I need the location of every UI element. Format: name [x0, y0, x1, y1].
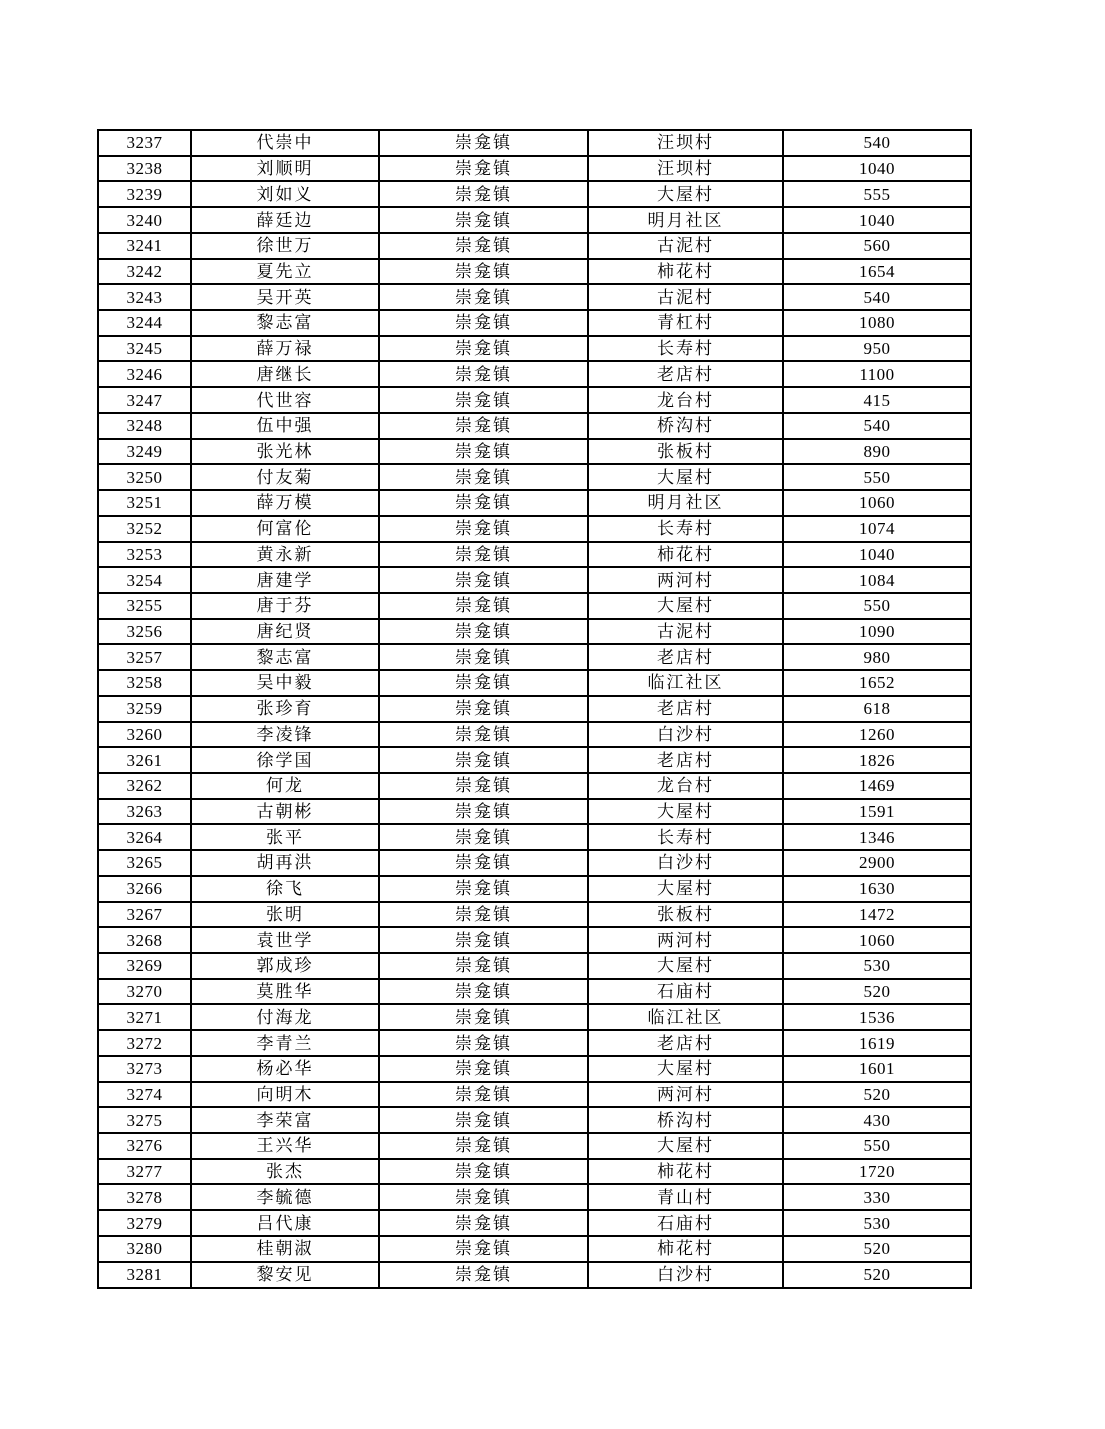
cell-name: 郭成珍 — [191, 953, 379, 979]
cell-village: 大屋村 — [588, 593, 783, 619]
cell-town: 崇龛镇 — [379, 516, 588, 542]
cell-village: 柿花村 — [588, 1159, 783, 1185]
cell-town: 崇龛镇 — [379, 439, 588, 465]
cell-amount: 1090 — [783, 619, 971, 645]
cell-serial: 3238 — [98, 156, 191, 182]
cell-amount: 1652 — [783, 670, 971, 696]
cell-name: 桂朝淑 — [191, 1236, 379, 1262]
cell-town: 崇龛镇 — [379, 1159, 588, 1185]
cell-name: 黎志富 — [191, 310, 379, 336]
table-body — [98, 130, 971, 1288]
cell-name: 张珍育 — [191, 696, 379, 722]
cell-village: 桥沟村 — [588, 413, 783, 439]
cell-village: 临江社区 — [588, 1004, 783, 1030]
cell-serial: 3246 — [98, 361, 191, 387]
cell-serial: 3258 — [98, 670, 191, 696]
cell-amount: 1591 — [783, 799, 971, 825]
cell-name: 薛万模 — [191, 490, 379, 516]
cell-name: 吕代康 — [191, 1210, 379, 1236]
cell-name: 徐飞 — [191, 876, 379, 902]
cell-town: 崇龛镇 — [379, 670, 588, 696]
cell-village: 柿花村 — [588, 259, 783, 285]
cell-serial: 3271 — [98, 1004, 191, 1030]
cell-village: 老店村 — [588, 747, 783, 773]
cell-name: 薛廷边 — [191, 207, 379, 233]
table-row — [98, 1184, 971, 1210]
cell-town: 崇龛镇 — [379, 850, 588, 876]
cell-name: 徐世万 — [191, 233, 379, 259]
cell-serial: 3263 — [98, 799, 191, 825]
cell-name: 唐于芬 — [191, 593, 379, 619]
cell-name: 何龙 — [191, 773, 379, 799]
cell-name: 吴中毅 — [191, 670, 379, 696]
cell-serial: 3259 — [98, 696, 191, 722]
cell-town: 崇龛镇 — [379, 1107, 588, 1133]
cell-village: 大屋村 — [588, 1133, 783, 1159]
cell-amount: 520 — [783, 979, 971, 1005]
cell-name: 付海龙 — [191, 1004, 379, 1030]
cell-serial: 3265 — [98, 850, 191, 876]
cell-amount: 1060 — [783, 490, 971, 516]
cell-amount: 1619 — [783, 1030, 971, 1056]
cell-serial: 3253 — [98, 542, 191, 568]
cell-amount: 530 — [783, 1210, 971, 1236]
cell-town: 崇龛镇 — [379, 156, 588, 182]
cell-town: 崇龛镇 — [379, 387, 588, 413]
cell-serial: 3270 — [98, 979, 191, 1005]
cell-amount: 540 — [783, 413, 971, 439]
cell-village: 两河村 — [588, 1082, 783, 1108]
cell-serial: 3279 — [98, 1210, 191, 1236]
cell-name: 唐纪贤 — [191, 619, 379, 645]
cell-name: 徐学国 — [191, 747, 379, 773]
cell-village: 临江社区 — [588, 670, 783, 696]
cell-serial: 3243 — [98, 284, 191, 310]
cell-serial: 3275 — [98, 1107, 191, 1133]
table-row — [98, 181, 971, 207]
cell-serial: 3267 — [98, 902, 191, 928]
cell-amount: 560 — [783, 233, 971, 259]
table-row — [98, 284, 971, 310]
cell-town: 崇龛镇 — [379, 542, 588, 568]
cell-amount: 1601 — [783, 1056, 971, 1082]
table-row — [98, 876, 971, 902]
cell-town: 崇龛镇 — [379, 361, 588, 387]
cell-amount: 1260 — [783, 722, 971, 748]
cell-village: 明月社区 — [588, 490, 783, 516]
cell-village: 古泥村 — [588, 619, 783, 645]
table-row — [98, 1159, 971, 1185]
cell-village: 大屋村 — [588, 876, 783, 902]
cell-serial: 3257 — [98, 644, 191, 670]
cell-serial: 3280 — [98, 1236, 191, 1262]
table-row — [98, 644, 971, 670]
cell-village: 大屋村 — [588, 799, 783, 825]
cell-amount: 1346 — [783, 824, 971, 850]
cell-serial: 3254 — [98, 567, 191, 593]
cell-village: 古泥村 — [588, 233, 783, 259]
cell-amount: 950 — [783, 336, 971, 362]
cell-serial: 3266 — [98, 876, 191, 902]
cell-amount: 555 — [783, 181, 971, 207]
cell-serial: 3237 — [98, 130, 191, 156]
cell-town: 崇龛镇 — [379, 130, 588, 156]
cell-name: 张杰 — [191, 1159, 379, 1185]
cell-amount: 1040 — [783, 542, 971, 568]
roster-table — [97, 129, 972, 1289]
cell-serial: 3276 — [98, 1133, 191, 1159]
cell-village: 老店村 — [588, 644, 783, 670]
cell-name: 李荣富 — [191, 1107, 379, 1133]
cell-town: 崇龛镇 — [379, 1262, 588, 1288]
cell-serial: 3277 — [98, 1159, 191, 1185]
cell-serial: 3260 — [98, 722, 191, 748]
table-row — [98, 1262, 971, 1288]
cell-village: 古泥村 — [588, 284, 783, 310]
table-row — [98, 439, 971, 465]
cell-amount: 1472 — [783, 902, 971, 928]
cell-amount: 1469 — [783, 773, 971, 799]
cell-town: 崇龛镇 — [379, 619, 588, 645]
table-row — [98, 1030, 971, 1056]
cell-village: 两河村 — [588, 927, 783, 953]
cell-name: 李毓德 — [191, 1184, 379, 1210]
cell-serial: 3239 — [98, 181, 191, 207]
cell-town: 崇龛镇 — [379, 233, 588, 259]
cell-name: 杨必华 — [191, 1056, 379, 1082]
table-row — [98, 1210, 971, 1236]
cell-village: 张板村 — [588, 902, 783, 928]
table-row — [98, 747, 971, 773]
cell-amount: 1040 — [783, 207, 971, 233]
cell-serial: 3269 — [98, 953, 191, 979]
cell-town: 崇龛镇 — [379, 773, 588, 799]
table-row — [98, 259, 971, 285]
cell-town: 崇龛镇 — [379, 567, 588, 593]
cell-amount: 550 — [783, 1133, 971, 1159]
cell-town: 崇龛镇 — [379, 1056, 588, 1082]
cell-amount: 1080 — [783, 310, 971, 336]
cell-town: 崇龛镇 — [379, 979, 588, 1005]
cell-serial: 3256 — [98, 619, 191, 645]
cell-village: 老店村 — [588, 1030, 783, 1056]
cell-amount: 890 — [783, 439, 971, 465]
cell-serial: 3281 — [98, 1262, 191, 1288]
cell-amount: 540 — [783, 130, 971, 156]
cell-amount: 1536 — [783, 1004, 971, 1030]
cell-town: 崇龛镇 — [379, 336, 588, 362]
cell-serial: 3273 — [98, 1056, 191, 1082]
cell-amount: 540 — [783, 284, 971, 310]
cell-town: 崇龛镇 — [379, 1236, 588, 1262]
table-row — [98, 413, 971, 439]
cell-village: 大屋村 — [588, 1056, 783, 1082]
cell-name: 夏先立 — [191, 259, 379, 285]
cell-town: 崇龛镇 — [379, 824, 588, 850]
cell-name: 刘顺明 — [191, 156, 379, 182]
cell-serial: 3255 — [98, 593, 191, 619]
cell-name: 唐继长 — [191, 361, 379, 387]
cell-name: 李青兰 — [191, 1030, 379, 1056]
cell-amount: 1060 — [783, 927, 971, 953]
cell-serial: 3264 — [98, 824, 191, 850]
table-row — [98, 130, 971, 156]
cell-village: 明月社区 — [588, 207, 783, 233]
cell-name: 吴开英 — [191, 284, 379, 310]
cell-village: 两河村 — [588, 567, 783, 593]
cell-town: 崇龛镇 — [379, 490, 588, 516]
cell-village: 白沙村 — [588, 722, 783, 748]
table-row — [98, 799, 971, 825]
cell-name: 向明木 — [191, 1082, 379, 1108]
cell-serial: 3250 — [98, 464, 191, 490]
table-row — [98, 1056, 971, 1082]
cell-town: 崇龛镇 — [379, 696, 588, 722]
cell-amount: 618 — [783, 696, 971, 722]
cell-village: 青杠村 — [588, 310, 783, 336]
cell-town: 崇龛镇 — [379, 722, 588, 748]
table-row — [98, 310, 971, 336]
table-row — [98, 670, 971, 696]
cell-serial: 3240 — [98, 207, 191, 233]
cell-village: 大屋村 — [588, 181, 783, 207]
cell-serial: 3252 — [98, 516, 191, 542]
cell-town: 崇龛镇 — [379, 902, 588, 928]
cell-amount: 1720 — [783, 1159, 971, 1185]
cell-amount: 980 — [783, 644, 971, 670]
cell-name: 刘如义 — [191, 181, 379, 207]
cell-amount: 1826 — [783, 747, 971, 773]
cell-serial: 3244 — [98, 310, 191, 336]
cell-name: 古朝彬 — [191, 799, 379, 825]
cell-town: 崇龛镇 — [379, 644, 588, 670]
cell-village: 张板村 — [588, 439, 783, 465]
cell-name: 黄永新 — [191, 542, 379, 568]
cell-serial: 3268 — [98, 927, 191, 953]
cell-name: 黎志富 — [191, 644, 379, 670]
cell-name: 张光林 — [191, 439, 379, 465]
cell-amount: 415 — [783, 387, 971, 413]
cell-amount: 1074 — [783, 516, 971, 542]
table-row — [98, 1107, 971, 1133]
cell-name: 张明 — [191, 902, 379, 928]
cell-amount: 520 — [783, 1262, 971, 1288]
cell-town: 崇龛镇 — [379, 799, 588, 825]
table-row — [98, 387, 971, 413]
cell-village: 石庙村 — [588, 979, 783, 1005]
cell-name: 黎安见 — [191, 1262, 379, 1288]
cell-serial: 3248 — [98, 413, 191, 439]
cell-name: 李凌锋 — [191, 722, 379, 748]
table-row — [98, 1004, 971, 1030]
table-row — [98, 1082, 971, 1108]
table-row — [98, 850, 971, 876]
cell-amount: 330 — [783, 1184, 971, 1210]
cell-name: 胡再洪 — [191, 850, 379, 876]
cell-name: 莫胜华 — [191, 979, 379, 1005]
cell-serial: 3272 — [98, 1030, 191, 1056]
table-row — [98, 233, 971, 259]
cell-serial: 3278 — [98, 1184, 191, 1210]
table-row — [98, 490, 971, 516]
cell-serial: 3274 — [98, 1082, 191, 1108]
cell-name: 伍中强 — [191, 413, 379, 439]
cell-name: 代世容 — [191, 387, 379, 413]
table-row — [98, 902, 971, 928]
cell-serial: 3245 — [98, 336, 191, 362]
cell-amount: 1654 — [783, 259, 971, 285]
cell-town: 崇龛镇 — [379, 259, 588, 285]
cell-village: 桥沟村 — [588, 1107, 783, 1133]
cell-name: 王兴华 — [191, 1133, 379, 1159]
table-row — [98, 516, 971, 542]
cell-village: 大屋村 — [588, 953, 783, 979]
cell-village: 龙台村 — [588, 773, 783, 799]
cell-village: 长寿村 — [588, 824, 783, 850]
cell-name: 代崇中 — [191, 130, 379, 156]
table-row — [98, 696, 971, 722]
cell-serial: 3249 — [98, 439, 191, 465]
cell-serial: 3242 — [98, 259, 191, 285]
cell-village: 柿花村 — [588, 542, 783, 568]
cell-name: 付友菊 — [191, 464, 379, 490]
cell-village: 白沙村 — [588, 850, 783, 876]
cell-town: 崇龛镇 — [379, 593, 588, 619]
table-row — [98, 567, 971, 593]
cell-name: 张平 — [191, 824, 379, 850]
cell-name: 袁世学 — [191, 927, 379, 953]
cell-village: 石庙村 — [588, 1210, 783, 1236]
cell-town: 崇龛镇 — [379, 413, 588, 439]
cell-amount: 550 — [783, 464, 971, 490]
cell-village: 长寿村 — [588, 336, 783, 362]
cell-amount: 520 — [783, 1236, 971, 1262]
cell-village: 大屋村 — [588, 464, 783, 490]
cell-amount: 1100 — [783, 361, 971, 387]
cell-town: 崇龛镇 — [379, 207, 588, 233]
cell-town: 崇龛镇 — [379, 464, 588, 490]
cell-name: 薛万禄 — [191, 336, 379, 362]
cell-amount: 530 — [783, 953, 971, 979]
cell-town: 崇龛镇 — [379, 747, 588, 773]
table-row — [98, 619, 971, 645]
cell-town: 崇龛镇 — [379, 1030, 588, 1056]
cell-amount: 1084 — [783, 567, 971, 593]
table-row — [98, 336, 971, 362]
cell-town: 崇龛镇 — [379, 310, 588, 336]
cell-village: 汪坝村 — [588, 156, 783, 182]
table-row — [98, 593, 971, 619]
cell-town: 崇龛镇 — [379, 953, 588, 979]
cell-town: 崇龛镇 — [379, 1133, 588, 1159]
table-row — [98, 927, 971, 953]
cell-serial: 3261 — [98, 747, 191, 773]
cell-village: 青山村 — [588, 1184, 783, 1210]
table-row — [98, 542, 971, 568]
table-row — [98, 1236, 971, 1262]
cell-amount: 520 — [783, 1082, 971, 1108]
cell-name: 唐建学 — [191, 567, 379, 593]
table-row — [98, 824, 971, 850]
cell-serial: 3262 — [98, 773, 191, 799]
cell-town: 崇龛镇 — [379, 876, 588, 902]
cell-town: 崇龛镇 — [379, 284, 588, 310]
cell-town: 崇龛镇 — [379, 1184, 588, 1210]
cell-village: 汪坝村 — [588, 130, 783, 156]
cell-town: 崇龛镇 — [379, 1082, 588, 1108]
table-row — [98, 207, 971, 233]
table-row — [98, 464, 971, 490]
table-row — [98, 979, 971, 1005]
cell-amount: 1630 — [783, 876, 971, 902]
cell-town: 崇龛镇 — [379, 1004, 588, 1030]
cell-town: 崇龛镇 — [379, 927, 588, 953]
table-row — [98, 361, 971, 387]
cell-village: 柿花村 — [588, 1236, 783, 1262]
cell-town: 崇龛镇 — [379, 1210, 588, 1236]
cell-village: 老店村 — [588, 361, 783, 387]
cell-town: 崇龛镇 — [379, 181, 588, 207]
cell-village: 龙台村 — [588, 387, 783, 413]
cell-village: 老店村 — [588, 696, 783, 722]
table-row — [98, 156, 971, 182]
cell-amount: 550 — [783, 593, 971, 619]
cell-name: 何富伦 — [191, 516, 379, 542]
cell-serial: 3247 — [98, 387, 191, 413]
cell-village: 长寿村 — [588, 516, 783, 542]
cell-serial: 3241 — [98, 233, 191, 259]
cell-amount: 2900 — [783, 850, 971, 876]
table-row — [98, 773, 971, 799]
table-row — [98, 1133, 971, 1159]
cell-village: 白沙村 — [588, 1262, 783, 1288]
cell-serial: 3251 — [98, 490, 191, 516]
table-row — [98, 953, 971, 979]
cell-amount: 430 — [783, 1107, 971, 1133]
table-row — [98, 722, 971, 748]
cell-amount: 1040 — [783, 156, 971, 182]
